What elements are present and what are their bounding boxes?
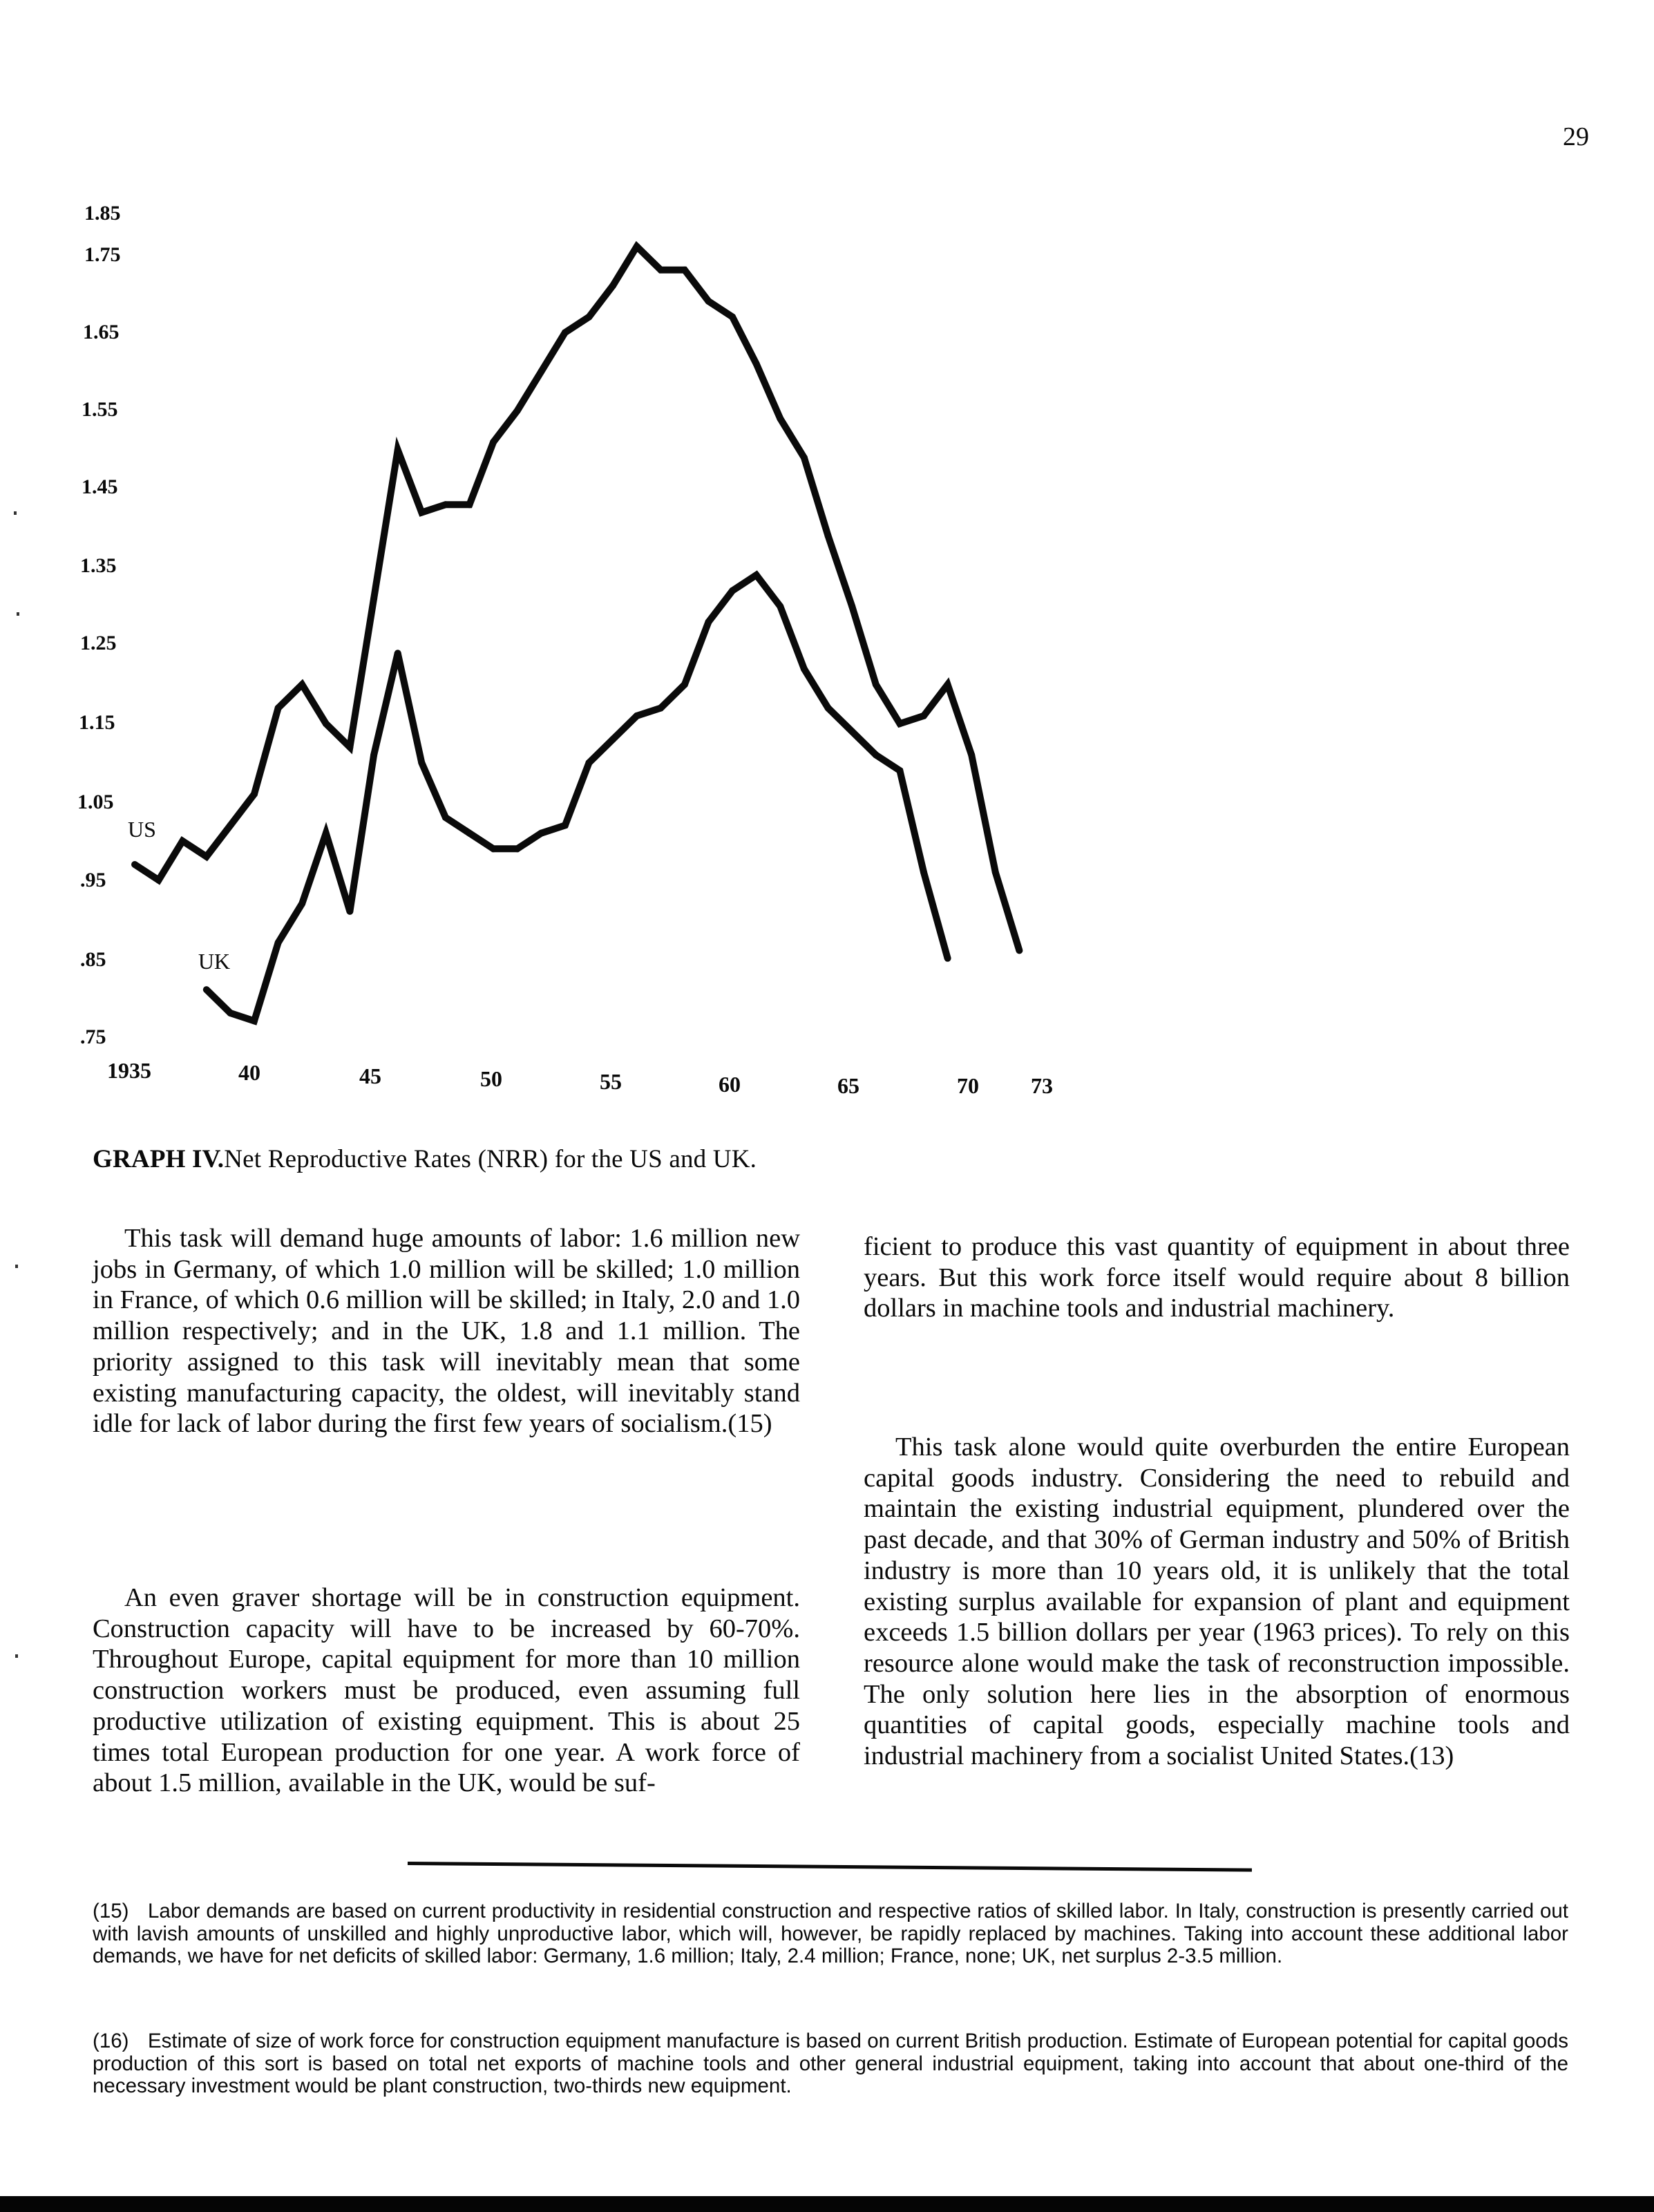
series-label-uk: UK (198, 949, 231, 974)
x-tick-label: 60 (719, 1072, 741, 1097)
body-column-right-paragraph-2 (864, 1432, 1570, 1772)
data-point-us (609, 282, 616, 289)
paragraph: This task alone would quite overburden the entire European capital goods industry. Considering the need to rebuild and maintain the existing industrial equipment, plundered over the past decade, and that 30% of German industry and 50% of British industry is more than 10 years old, it is unlikely that the total existing surplus available for expansion of plant and equipment exceeds 1.5 billion dollars per year (1963 prices). To rely on this resource alone would make the task of reconstruction impossible. The only solution here lies in the absorption of enormous quantities of capital goods, especially machine tools and industrial machinery from a socialist United States.(13) (864, 1433, 1570, 1771)
data-point-uk (203, 986, 210, 993)
x-tick-label: 55 (600, 1069, 622, 1094)
data-point-us (466, 501, 473, 508)
data-point-uk (848, 728, 855, 735)
x-tick-label: 70 (957, 1073, 979, 1098)
scan-speck (15, 1265, 18, 1268)
body-column-left-paragraph-2 (93, 1582, 800, 1799)
data-point-us (586, 314, 593, 321)
page-number: 29 (1563, 122, 1589, 151)
series-label-us: US (128, 816, 156, 842)
data-point-uk (346, 908, 353, 915)
data-point-us (729, 314, 736, 321)
series-line-uk (207, 575, 948, 1021)
data-point-us (705, 298, 712, 305)
data-point-uk (896, 767, 903, 774)
y-tick-label: 1.15 (79, 711, 115, 734)
data-point-uk (634, 712, 640, 719)
data-point-uk (538, 830, 544, 837)
figure-caption (93, 1144, 757, 1174)
caption-text: Net Reproductive Rates (NRR) for the US and UK. (224, 1145, 757, 1173)
footnote-text: Estimate of size of work force for construction equipment manufacture is based on current British production. Estimate of European potential for capital goods production of this sort is based on total net exports of machine tools and other general industrial equipment, taking into account that about one-third of the necessary investment would be plant construction, two-thirds new equipment. (93, 2030, 1568, 2097)
data-point-us (944, 681, 951, 688)
x-tick-label: 73 (1031, 1073, 1053, 1098)
data-point-uk (729, 587, 736, 594)
y-tick-label: 1.45 (82, 475, 118, 498)
footnote-16 (93, 2030, 1568, 2098)
data-point-uk (275, 939, 282, 946)
x-tick-label: 45 (359, 1064, 381, 1088)
data-point-uk (609, 736, 616, 743)
data-point-uk (657, 705, 664, 712)
data-point-us (227, 822, 234, 829)
scan-speck (15, 1654, 18, 1658)
data-point-uk (801, 665, 808, 672)
data-point-us (873, 681, 880, 688)
data-point-us (825, 533, 832, 540)
data-point-uk (323, 830, 330, 837)
data-point-uk (825, 705, 832, 712)
data-point-us (370, 595, 377, 602)
data-point-us (155, 877, 162, 884)
data-point-us (442, 501, 449, 508)
y-tick-label: .75 (80, 1025, 106, 1048)
y-axis-ticks (77, 202, 121, 1048)
caption-label: GRAPH IV. (93, 1145, 225, 1173)
body-column-right-paragraph-1 (864, 1231, 1570, 1324)
paragraph: This task will demand huge amounts of labor: 1.6 million new jobs in Germany, of which 1.0 million will be skilled; 1.0 million in France, of which 0.6 million will be skilled; in Italy, 2.0 and 1.0 million respectively; and in the UK, 1.8 and 1.1 million. The priority assigned to this task will inevitably mean that some existing manufacturing capacity, the oldest, will inevitably stand idle for lack of labor during the first few years of socialism.(15) (93, 1224, 801, 1439)
data-point-us (1016, 947, 1023, 954)
y-tick-label: .85 (80, 948, 106, 971)
data-point-uk (442, 814, 449, 821)
data-point-us (131, 861, 138, 868)
x-tick-label: 65 (837, 1073, 859, 1098)
data-point-us (753, 361, 760, 368)
data-point-uk (873, 752, 880, 759)
data-point-us (896, 720, 903, 727)
y-tick-label: .95 (80, 869, 106, 891)
data-point-uk (705, 618, 712, 625)
data-point-uk (586, 759, 593, 766)
footnote-number: (16) (93, 2030, 129, 2052)
data-point-us (848, 603, 855, 609)
scan-speck (14, 511, 17, 515)
y-tick-label: 1.65 (83, 321, 120, 343)
data-point-us (514, 407, 521, 414)
data-point-us (920, 712, 927, 719)
data-point-us (298, 681, 305, 688)
footnote-15 (93, 1900, 1568, 1968)
body-column-left-paragraph-1 (93, 1223, 800, 1439)
data-point-uk (753, 571, 760, 578)
data-point-uk (227, 1010, 234, 1017)
y-tick-label: 1.85 (84, 202, 121, 225)
data-point-us (275, 705, 282, 712)
data-point-us (634, 243, 640, 250)
data-point-uk (466, 830, 473, 837)
series-lines (131, 243, 1023, 1025)
data-point-uk (514, 845, 521, 852)
data-point-us (251, 791, 258, 797)
y-tick-label: 1.55 (82, 398, 118, 421)
footnote-text: Labor demands are based on current productivity in residential construction and respective ratios of skilled labor. In Italy, construction is presently carried out with lavish amounts of unskilled and highly unproductive labor, which will, however, be rapidly replaced by machines. Taking into account these additional labor demands, we have for net deficits of skilled labor: Germany, 1.6 million; Italy, 2.4 million; France, none; UK, net surplus 2-3.5 million. (93, 1900, 1568, 1967)
x-tick-label: 50 (480, 1066, 502, 1091)
y-tick-label: 1.35 (80, 554, 117, 577)
data-point-uk (395, 650, 401, 656)
data-point-uk (418, 759, 425, 766)
data-point-us (395, 446, 401, 453)
data-point-uk (681, 681, 688, 688)
y-tick-label: 1.75 (84, 243, 121, 266)
data-point-us (562, 329, 569, 336)
data-point-us (657, 267, 664, 274)
footnote-divider (408, 1862, 1252, 1872)
data-point-us (968, 752, 975, 759)
data-point-uk (777, 603, 783, 609)
y-tick-label: 1.25 (80, 632, 117, 654)
data-point-us (179, 838, 186, 844)
data-point-us (346, 744, 353, 750)
data-point-us (203, 853, 210, 860)
x-axis-ticks (107, 1058, 1053, 1098)
data-point-us (992, 869, 999, 876)
scan-bottom-edge (0, 2196, 1654, 2212)
data-point-us (418, 509, 425, 516)
y-tick-label: 1.05 (77, 791, 114, 813)
x-tick-label: 40 (238, 1060, 260, 1085)
data-point-us (681, 267, 688, 274)
x-tick-label: 1935 (107, 1058, 151, 1083)
data-point-us (801, 454, 808, 461)
data-point-uk (944, 955, 951, 962)
data-point-us (777, 415, 783, 422)
data-point-uk (920, 869, 927, 876)
paragraph: An even graver shortage will be in construction equipment. Construction capacity will have to be increased by 60-70%. Throughout Europe, capital equipment for more than 10 million construction workers must be produced, even assuming full productive utilization of existing equipment. This is about 25 times total European production for one year. A work force of about 1.5 million, available in the UK, would be suf- (93, 1583, 800, 1798)
data-point-us (323, 720, 330, 727)
nrr-line-chart (0, 0, 1175, 1119)
scan-speck (17, 612, 19, 616)
data-point-us (538, 368, 544, 375)
data-point-us (490, 439, 497, 446)
data-point-uk (490, 845, 497, 852)
data-point-uk (298, 900, 305, 907)
data-point-uk (370, 752, 377, 759)
data-point-uk (251, 1017, 258, 1024)
data-point-uk (562, 822, 569, 829)
series-line-us (135, 247, 1019, 951)
paragraph: ficient to produce this vast quantity of equipment in about three years. But this work force itself would require about 8 billion dollars in machine tools and industrial machinery. (864, 1232, 1570, 1323)
footnote-number: (15) (93, 1900, 129, 1922)
